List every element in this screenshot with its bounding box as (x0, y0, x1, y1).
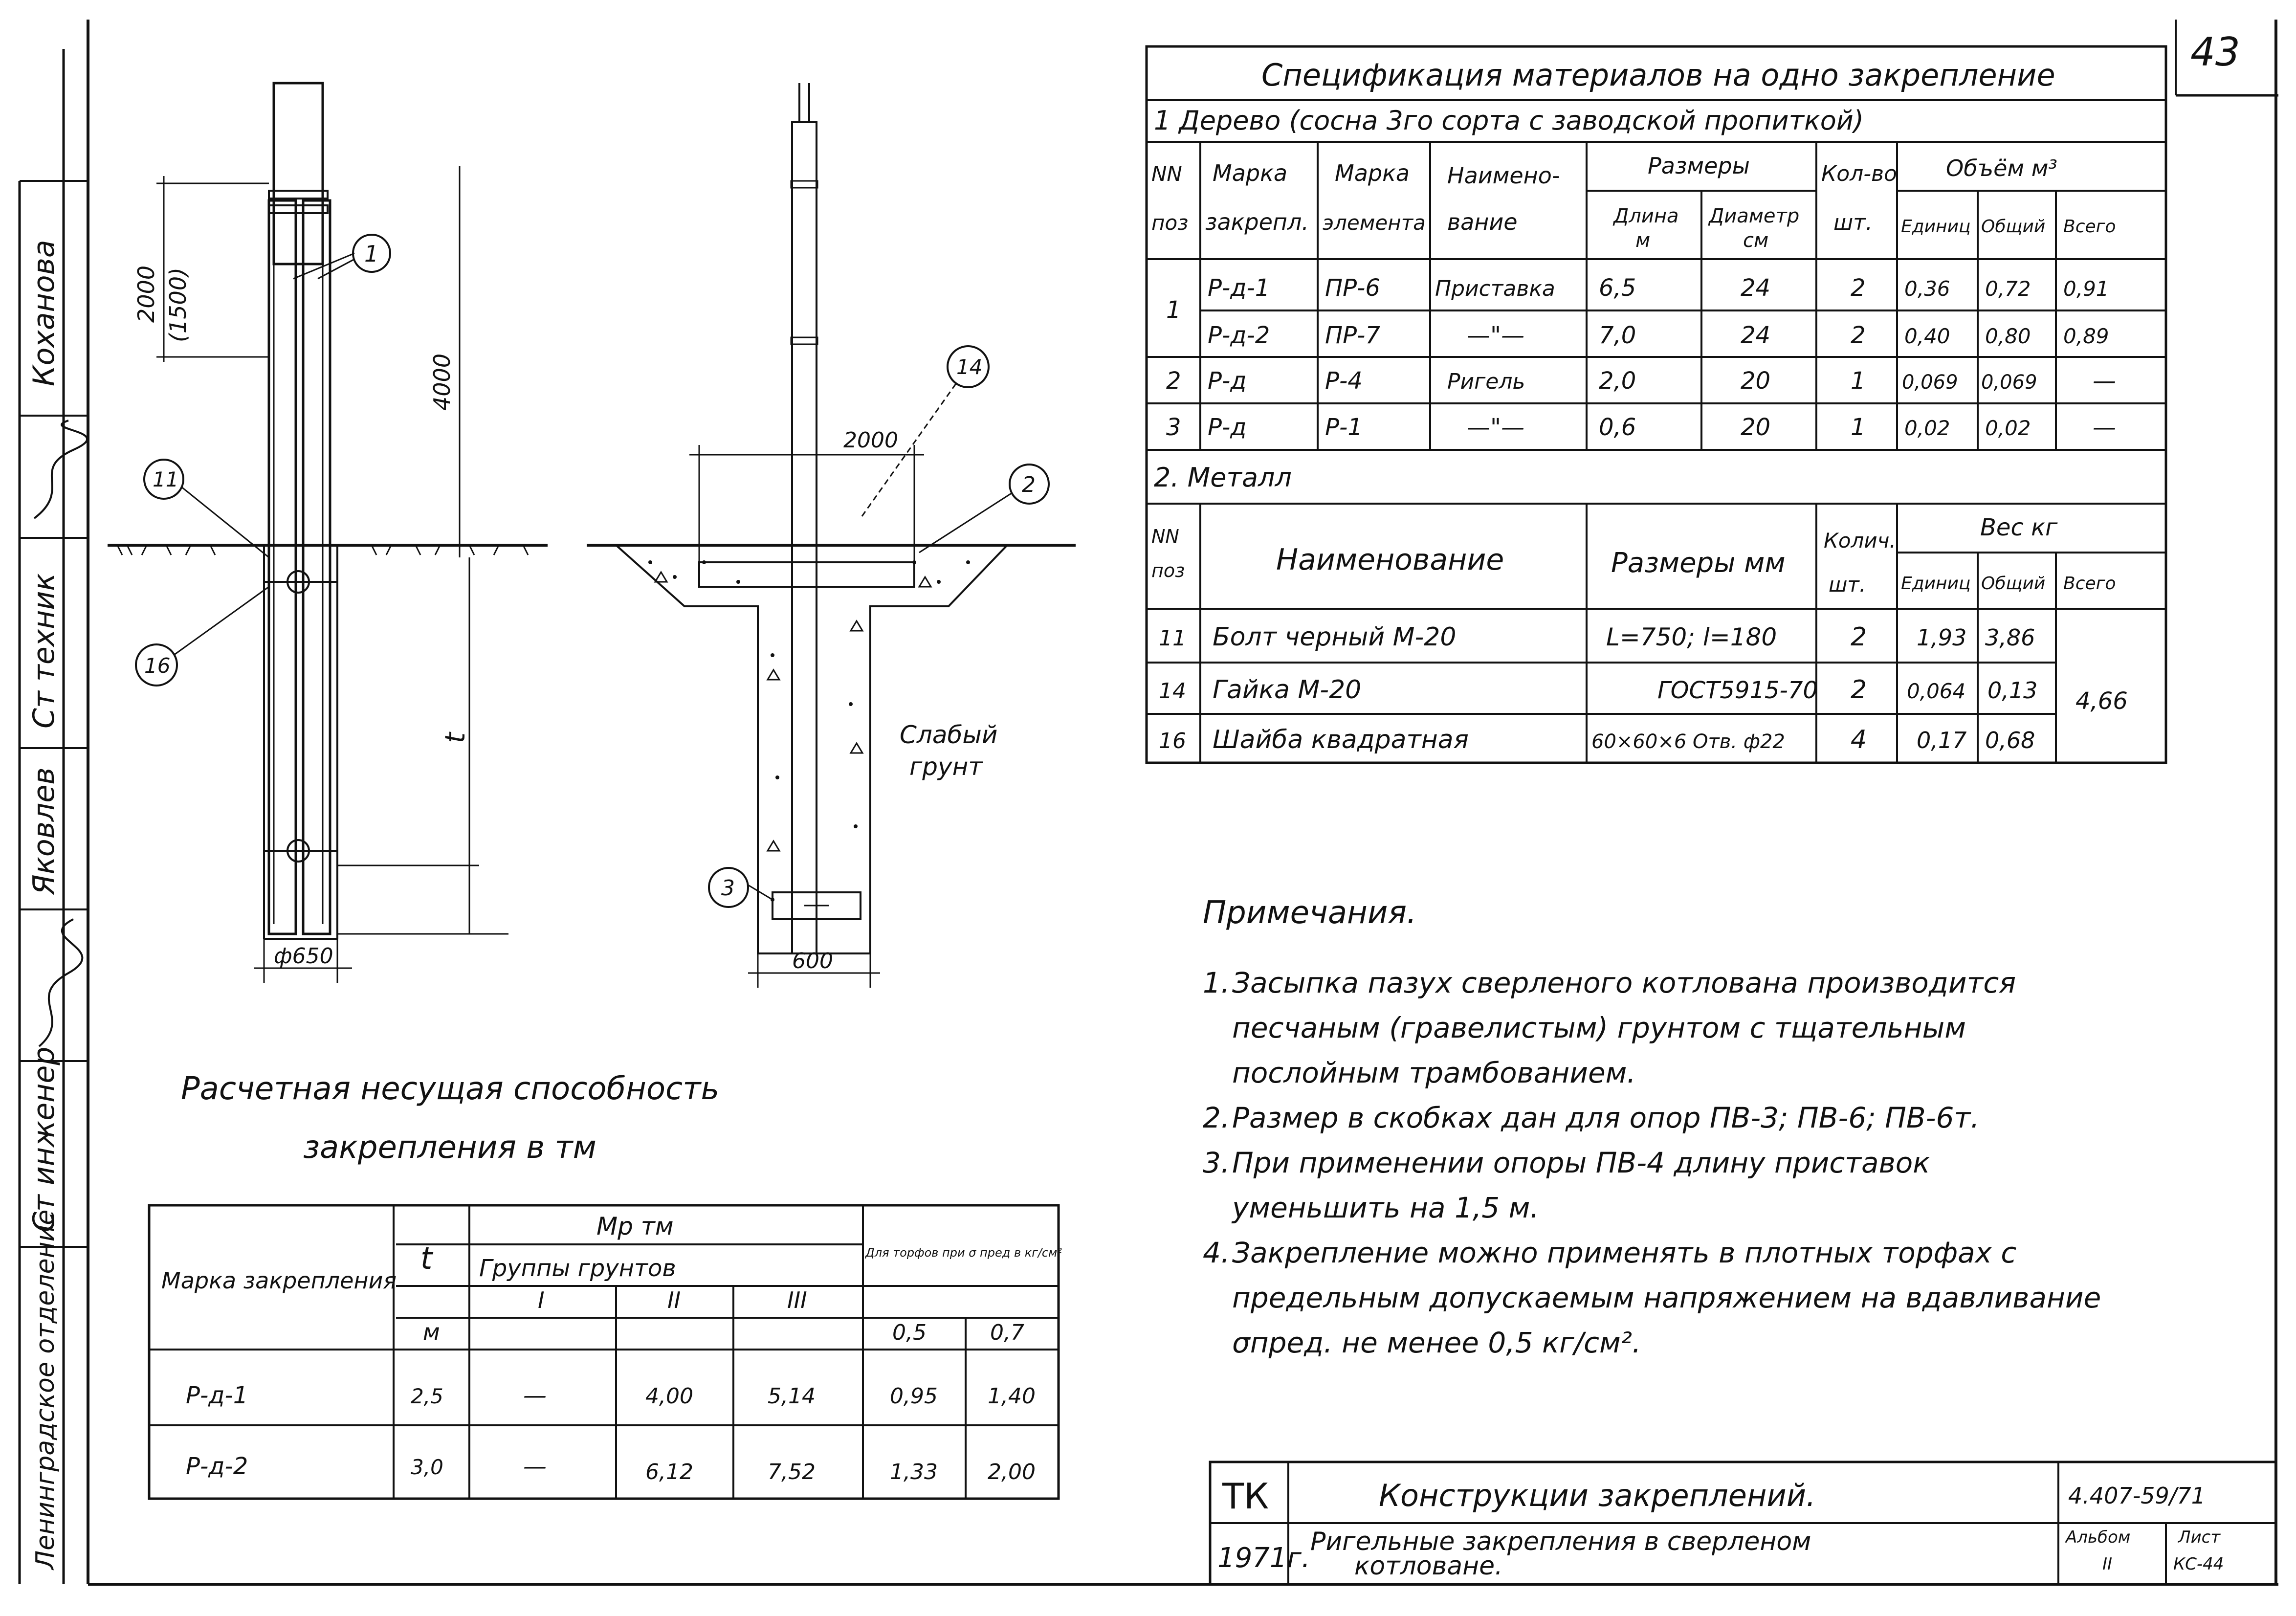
hdr-length-2: м (1635, 229, 1651, 252)
cap-row-1-g1: — (523, 1382, 547, 1409)
wood-row-1-len: 6,5 (1599, 274, 1636, 302)
pole-section (792, 122, 817, 953)
metal-hdr-qty-1: Колич. (1824, 529, 1896, 553)
metal-hdr-sizes: Размеры мм (1611, 547, 1786, 579)
wood-row-1-dia: 24 (1741, 274, 1771, 302)
cap-hdr-mp: Мр тм (596, 1212, 674, 1240)
cap-hdr-p2: 0,7 (990, 1320, 1024, 1345)
left-dim-top-alt: (1500) (165, 267, 191, 342)
pole-top (274, 83, 323, 264)
tb-title: Конструкции закреплений. (1379, 1478, 1816, 1513)
wood-row-2-name: —"— (1467, 322, 1525, 349)
cap-row-1-g3: 5,14 (768, 1384, 816, 1409)
wood-row-4-name: —"— (1467, 414, 1525, 441)
tb-year: 1971г. (1217, 1542, 1310, 1574)
stamp-org: Ленинградское отделение (31, 1209, 60, 1570)
note-4 (1203, 1230, 2132, 1365)
note-3-line-1: При применении опоры ПВ-4 длину приставок (1232, 1146, 1930, 1179)
wood-row-4-mark: Р-д (1208, 414, 1247, 441)
soil-label-2: грунт (909, 753, 983, 781)
metal-row-1-pos: 11 (1159, 626, 1186, 651)
cap-row-1-t: 2,5 (411, 1384, 443, 1408)
note-2-line-1: Размер в скобках дан для опор ПВ-3; ПВ-6; ПВ-6т. (1232, 1101, 1980, 1134)
spec-table (1144, 44, 2171, 777)
cap-hdr-g1: I (538, 1287, 545, 1313)
cap-row-1-mark: Р-д-1 (186, 1382, 248, 1409)
callout-2: 2 (1022, 472, 1036, 497)
wood-row-1-total: 0,72 (1985, 277, 2031, 301)
tb-album-label: Альбом (2066, 1527, 2131, 1547)
cap-row-2-p2: 2,00 (988, 1460, 1036, 1484)
left-diameter: ф650 (274, 944, 333, 969)
wood-row-3-pos: 2 (1166, 367, 1181, 395)
metal-row-3-unit: 0,17 (1917, 727, 1967, 753)
tb-sheet-label: Лист (2178, 1527, 2221, 1547)
hdr-qty-1: Кол-во (1821, 161, 1898, 186)
cap-hdr-groups: Группы грунтов (479, 1255, 676, 1282)
wood-row-4-dia: 20 (1741, 414, 1771, 441)
metal-hdr-all: Всего (2063, 574, 2116, 594)
wood-row-3-elem: Р-4 (1325, 367, 1363, 395)
cap-row-2-g3: 7,52 (768, 1460, 816, 1484)
metal-row-2-qty: 2 (1851, 675, 1867, 705)
wood-row-4-qty: 1 (1851, 414, 1866, 441)
notes (1203, 895, 2132, 1365)
tb-subtitle-1: Ригельные закрепления в сверленом (1310, 1527, 1811, 1556)
cap-hdr-t-unit: м (423, 1319, 440, 1345)
metal-row-3-size: 60×60×6 Отв. ф22 (1591, 731, 1785, 753)
metal-row-1-size: L=750; l=180 (1606, 623, 1777, 651)
wood-row-2-unit: 0,40 (1904, 324, 1950, 348)
attachment-left (269, 200, 296, 934)
cap-row-2-g1: — (523, 1453, 547, 1480)
hdr-name-1: Наимено- (1447, 162, 1560, 189)
wood-row-4-len: 0,6 (1599, 414, 1636, 441)
note-2-num: 2. (1203, 1101, 1230, 1134)
tb-doc-no: 4.407-59/71 (2068, 1483, 2206, 1509)
hdr-markelem-2: элемента (1323, 211, 1426, 235)
callout-1: 1 (364, 241, 379, 267)
hdr-pos-2: поз (1151, 211, 1189, 235)
hdr-markelem-1: Марка (1335, 160, 1410, 186)
metal-row-1-total: 3,86 (1985, 624, 2035, 651)
wood-row-4-unit: 0,02 (1904, 416, 1950, 440)
metal-row-2-unit: 0,064 (1907, 679, 1966, 703)
note-1 (1203, 960, 2132, 1095)
cap-hdr-t: t (420, 1240, 433, 1276)
left-drawing (108, 68, 596, 988)
wood-row-1-elem: ПР-6 (1325, 274, 1380, 302)
note-3 (1203, 1140, 2132, 1230)
cap-row-2-g2: 6,12 (645, 1460, 693, 1484)
hdr-sizes: Размеры (1648, 153, 1750, 179)
metal-row-1-unit: 1,93 (1917, 624, 1967, 651)
left-dim-top: 2000 (133, 265, 159, 323)
note-2 (1203, 1095, 2132, 1140)
metal-row-3-total: 0,68 (1985, 727, 2035, 753)
metal-row-3-pos: 16 (1159, 729, 1186, 753)
metal-row-3-name: Шайба квадратная (1213, 725, 1469, 754)
metal-hdr-total: Общий (1981, 574, 2046, 594)
hdr-diameter-1: Диаметр (1709, 205, 1800, 227)
cap-hdr-g3: III (787, 1287, 807, 1313)
wood-row-2-all: 0,89 (2063, 324, 2109, 348)
metal-hdr-weight: Вес кг (1980, 514, 2058, 541)
note-4-num: 4. (1203, 1236, 1230, 1269)
wood-row-3-name: Ригель (1447, 369, 1525, 394)
note-3-num: 3. (1203, 1146, 1230, 1179)
hdr-volume: Объём м³ (1946, 155, 2057, 181)
title-block (1208, 1460, 2278, 1587)
hdr-name-2: вание (1447, 209, 1518, 235)
wood-row-2-qty: 2 (1851, 322, 1866, 349)
note-1-line-1: Засыпка пазух сверленого котлована производится (1232, 966, 2016, 999)
cap-hdr-g2: II (667, 1287, 681, 1313)
stamp-name-1: Коханова (27, 240, 61, 386)
wood-row-1-qty: 2 (1851, 274, 1866, 302)
right-drawing (577, 68, 1115, 988)
wood-row-3-qty: 1 (1851, 367, 1866, 395)
cap-hdr-p1: 0,5 (892, 1320, 927, 1345)
capacity-title-1: Расчетная несущая способность (181, 1071, 720, 1107)
wood-row-4-elem: Р-1 (1325, 414, 1363, 441)
wood-row-1-unit: 0,36 (1904, 277, 1950, 301)
note-4-line-2: предельным допускаемым напряжением на вдавливание (1232, 1281, 2101, 1314)
spec-section-metal: 2. Металл (1154, 462, 1292, 493)
note-1-line-2: песчаным (гравелистым) грунтом с тщательным (1232, 1011, 1966, 1044)
attachment-right (303, 200, 330, 934)
wood-row-4-all: — (2093, 414, 2116, 441)
cap-row-1-p2: 1,40 (988, 1384, 1036, 1409)
cap-row-2-p1: 1,33 (890, 1460, 938, 1484)
note-4-line-1: Закрепление можно применять в плотных торфах с (1232, 1236, 2017, 1269)
wood-row-1-all: 0,91 (2063, 277, 2109, 301)
callout-11: 11 (153, 467, 179, 491)
tb-sheet-val: КС-44 (2173, 1554, 2224, 1574)
side-stamp (0, 0, 98, 1616)
capacity-title-2: закрепления в тм (303, 1129, 596, 1166)
wood-row-1-pos: 1 (1166, 296, 1181, 324)
hdr-markfix-2: закрепл. (1205, 209, 1309, 235)
wood-row-2-dia: 24 (1741, 322, 1771, 349)
wood-row-2-elem: ПР-7 (1325, 322, 1380, 349)
signature-1 (34, 421, 87, 518)
tb-code: ТК (1222, 1476, 1269, 1517)
metal-hdr-name: Наименование (1276, 543, 1504, 577)
wood-row-2-mark: Р-д-2 (1208, 322, 1270, 349)
stamp-name-2: Яковлев (27, 767, 61, 895)
hdr-length-1: Длина (1613, 205, 1679, 227)
hdr-pos-1: NN (1151, 162, 1182, 186)
wood-row-4-pos: 3 (1166, 414, 1181, 441)
cap-row-1-g2: 4,00 (645, 1384, 693, 1409)
metal-hdr-qty-2: шт. (1829, 573, 1866, 597)
hdr-total: Общий (1981, 217, 2046, 237)
callout-3: 3 (721, 876, 735, 901)
callout-14: 14 (956, 355, 983, 379)
spec-title: Спецификация материалов на одно закрепление (1261, 57, 2055, 93)
note-3-line-2: уменьшить на 1,5 м. (1232, 1191, 1539, 1224)
cap-row-1-p1: 0,95 (890, 1384, 938, 1409)
callout-16: 16 (144, 654, 171, 678)
wood-row-3-dia: 20 (1741, 367, 1771, 395)
wood-row-3-all: — (2093, 367, 2116, 395)
metal-hdr-pos-2: поз (1151, 560, 1185, 581)
cap-row-2-mark: Р-д-2 (186, 1453, 248, 1480)
wood-row-3-len: 2,0 (1599, 367, 1636, 395)
wood-row-3-total: 0,069 (1981, 371, 2037, 394)
left-dim-depth: t (440, 732, 471, 743)
left-dim-height: 4000 (429, 353, 455, 411)
stamp-role-1: Ст инженер (27, 1046, 61, 1232)
metal-hdr-unit: Единиц (1901, 574, 1971, 594)
wood-row-1-name: Приставка (1435, 276, 1555, 301)
wood-row-2-total: 0,80 (1985, 324, 2031, 348)
capacity-table (147, 1203, 1066, 1516)
hdr-unit: Единиц (1901, 217, 1971, 237)
spec-section-wood: 1 Дерево (сосна 3го сорта с заводской пропиткой) (1154, 105, 1864, 136)
page-number: 43 (2190, 29, 2240, 75)
rigel-beam (699, 562, 914, 587)
metal-hdr-pos-1: NN (1151, 526, 1179, 547)
wood-row-1-mark: Р-д-1 (1208, 274, 1270, 302)
hdr-qty-2: шт. (1833, 210, 1873, 235)
metal-row-2-total: 0,13 (1987, 677, 2038, 704)
soil-label-1: Слабый (900, 721, 998, 749)
right-dim-bottom: 600 (792, 949, 833, 974)
signature-2 (39, 919, 82, 1046)
cap-hdr-mark: Марка закрепления (161, 1267, 397, 1294)
cap-row-2-t: 3,0 (411, 1455, 443, 1479)
metal-row-2-name: Гайка М-20 (1213, 675, 1362, 705)
wood-row-2-len: 7,0 (1599, 322, 1636, 349)
metal-row-1-name: Болт черный М-20 (1213, 622, 1457, 652)
wood-row-3-mark: Р-д (1208, 367, 1247, 395)
hdr-markfix-1: Марка (1213, 160, 1288, 186)
hdr-diameter-2: см (1743, 229, 1769, 252)
note-4-line-3: σпред. не менее 0,5 кг/см². (1232, 1326, 1641, 1359)
metal-row-3-qty: 4 (1851, 725, 1867, 754)
note-1-num: 1. (1203, 966, 1230, 999)
metal-row-1-qty: 2 (1851, 622, 1867, 652)
metal-row-2-size: ГОСТ5915-70 (1657, 677, 1818, 704)
right-dim-top: 2000 (843, 428, 898, 453)
wood-row-4-total: 0,02 (1985, 416, 2031, 440)
stamp-role-2: Ст техник (27, 573, 61, 729)
cap-hdr-peat: Для торфов при σ пред в кг/см² (865, 1246, 1062, 1260)
metal-row-2-pos: 14 (1159, 679, 1186, 704)
tb-album-val: II (2102, 1554, 2113, 1574)
notes-title: Примечания. (1203, 895, 1417, 931)
note-1-line-3: послойным трамбованием. (1232, 1056, 1636, 1089)
wood-row-3-unit: 0,069 (1902, 371, 1958, 394)
hdr-all: Всего (2063, 217, 2116, 237)
metal-all: 4,66 (2075, 687, 2128, 715)
tb-subtitle-2: котловане. (1354, 1551, 1503, 1581)
